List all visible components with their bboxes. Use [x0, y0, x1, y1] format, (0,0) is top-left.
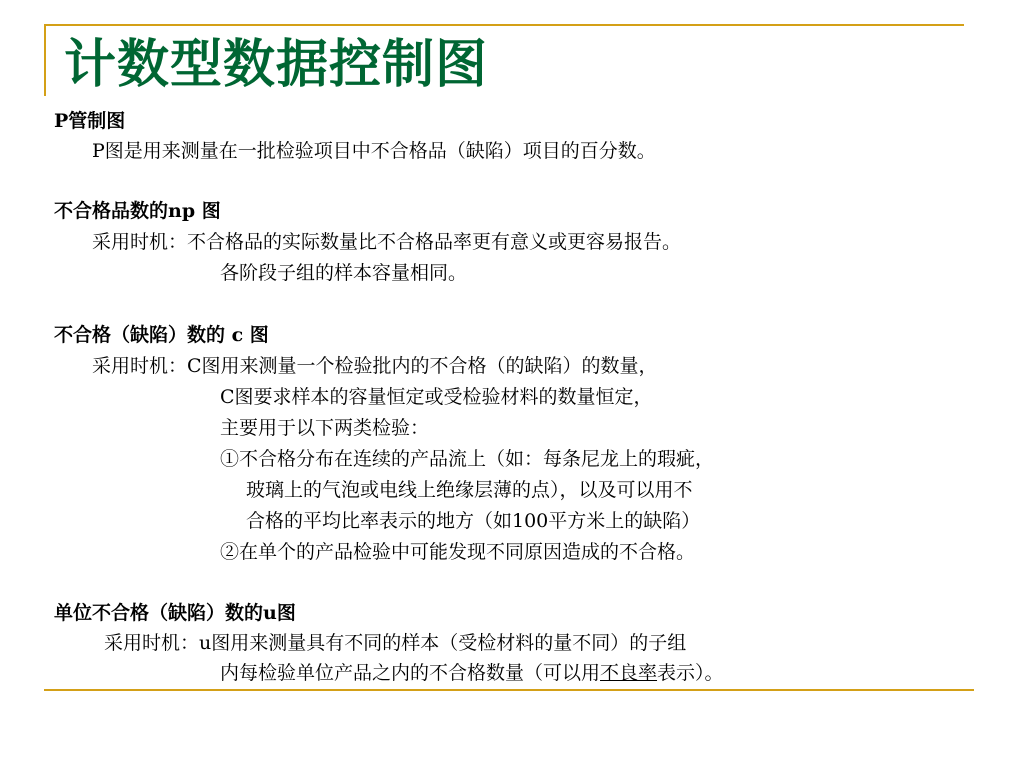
np-chart-line-2: 各阶段子组的样本容量相同。	[220, 262, 468, 284]
left-rule	[44, 24, 46, 96]
defect-rate-term: 不良率	[600, 662, 658, 684]
top-rule	[44, 24, 964, 26]
u-chart-line-2-text: 内每检验单位产品之内的不合格数量（可以用	[220, 662, 601, 684]
np-chart-heading: 不合格品数的np 图	[54, 200, 221, 222]
p-chart-desc: P图是用来测量在一批检验项目中不合格品（缺陷）项目的百分数。	[92, 140, 656, 162]
c-chart-heading: 不合格（缺陷）数的 c 图	[54, 324, 269, 346]
slide-title: 计数型数据控制图	[64, 35, 489, 95]
c-chart-line-4: ①不合格分布在连续的产品流上（如：每条尼龙上的瑕疵，	[220, 448, 715, 470]
c-chart-line-3: 主要用于以下两类检验：	[220, 417, 430, 439]
u-chart-line-2-tail: 表示）。	[657, 662, 724, 684]
p-chart-heading: P管制图	[54, 110, 126, 132]
c-chart-line-6: 合格的平均比率表示的地方（如100平方米上的缺陷）	[246, 510, 701, 532]
u-chart-heading: 单位不合格（缺陷）数的u图	[54, 602, 296, 624]
np-chart-line-1: 采用时机：不合格品的实际数量比不合格品率更有意义或更容易报告。	[92, 231, 682, 253]
c-chart-line-1: 采用时机：C图用来测量一个检验批内的不合格（的缺陷）的数量，	[92, 355, 658, 377]
c-chart-line-7: ②在单个的产品检验中可能发现不同原因造成的不合格。	[220, 541, 696, 563]
u-chart-line-2	[220, 660, 724, 686]
u-chart-line-1: 采用时机：u图用来测量具有不同的样本（受检材料的量不同）的子组	[104, 632, 687, 654]
c-chart-line-5: 玻璃上的气泡或电线上绝缘层薄的点），以及可以用不	[246, 479, 693, 501]
c-chart-line-2: C图要求样本的容量恒定或受检验材料的数量恒定，	[220, 386, 653, 408]
bottom-rule	[44, 689, 974, 691]
